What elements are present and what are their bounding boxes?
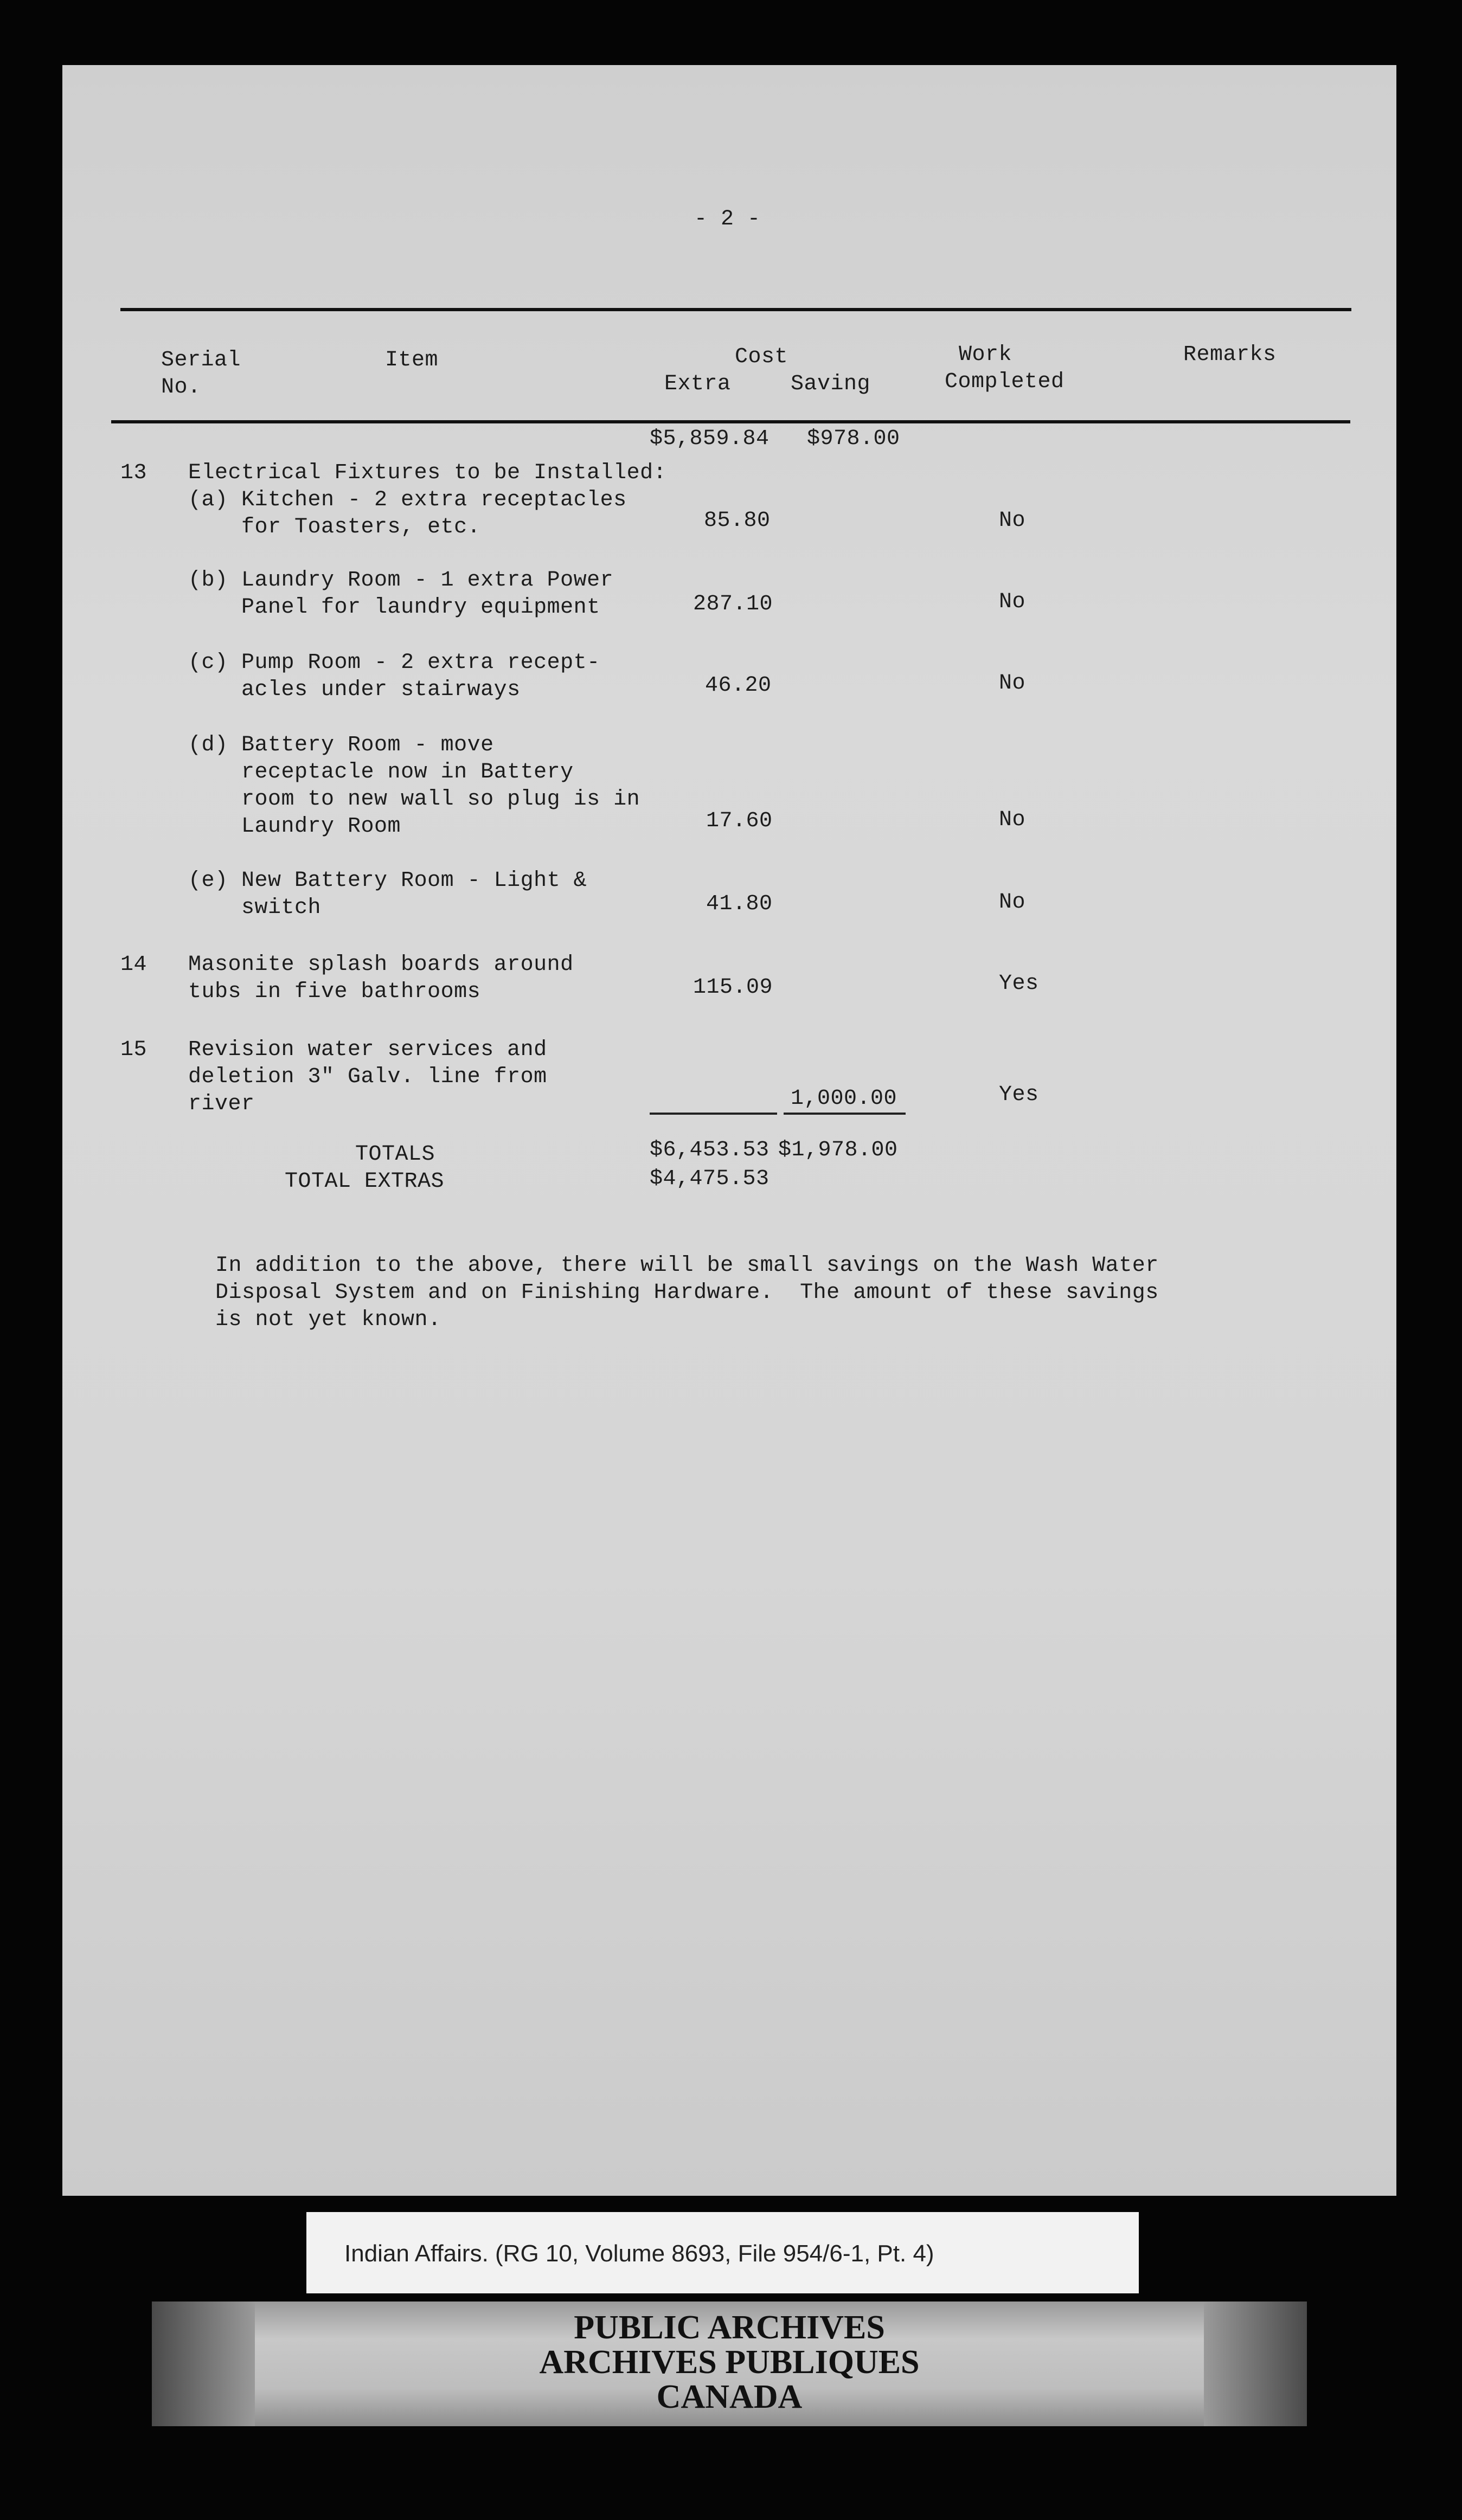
extra-subtotal-underline [650, 1113, 777, 1115]
item-d-line-4: Laundry Room [188, 814, 401, 839]
serial-13: 13 [120, 461, 148, 485]
row-15-line-3: river [188, 1092, 255, 1116]
item-e-completed: No [999, 890, 1026, 915]
item-b-line-2: Panel for laundry equipment [188, 595, 600, 620]
header-item: Item [385, 348, 439, 372]
carried-forward-saving: $978.00 [807, 427, 900, 451]
header-work: Work [959, 343, 1012, 367]
row-15-line-1: Revision water services and [188, 1038, 547, 1062]
item-c-line-1: (c) Pump Room - 2 extra recept- [188, 651, 600, 675]
item-a-line-2: for Toasters, etc. [188, 515, 481, 539]
item-a-completed: No [999, 509, 1026, 533]
archive-label-strip [152, 2302, 1307, 2426]
item-c-line-2: acles under stairways [188, 678, 521, 702]
item-d-line-1: (d) Battery Room - move [188, 733, 494, 757]
totals-saving: $1,978.00 [778, 1138, 898, 1162]
row-15-completed: Yes [999, 1083, 1039, 1107]
row-15-line-2: deletion 3" Galv. line from [188, 1065, 547, 1089]
item-a-extra: 85.80 [704, 509, 771, 533]
item-d-line-3: room to new wall so plug is in [188, 787, 640, 812]
carried-forward-extra: $5,859.84 [650, 427, 770, 451]
totals-extra: $6,453.53 [650, 1138, 770, 1162]
item-c-extra: 46.20 [705, 673, 772, 698]
row-15-saving: 1,000.00 [791, 1087, 897, 1111]
saving-subtotal-underline [784, 1113, 906, 1115]
total-extras-value: $4,475.53 [650, 1167, 770, 1191]
serial-14: 14 [120, 953, 148, 977]
row-14-completed: Yes [999, 972, 1039, 996]
item-c-completed: No [999, 671, 1026, 696]
header-no: No. [161, 375, 201, 400]
row-14-line-2: tubs in five bathrooms [188, 980, 481, 1004]
page-number: - 2 - [694, 207, 761, 232]
item-d-extra: 17.60 [706, 809, 773, 833]
header-bottom-rule [111, 420, 1350, 423]
row-14-line-1: Masonite splash boards around [188, 953, 574, 977]
item-d-completed: No [999, 808, 1026, 832]
row-14-extra: 115.09 [693, 975, 773, 1000]
serial-15: 15 [120, 1038, 148, 1062]
total-extras-label: TOTAL EXTRAS [285, 1169, 445, 1194]
note-line-1: In addition to the above, there will be small savings on the Wash Water [215, 1253, 1159, 1278]
header-extra: Extra [664, 372, 731, 396]
row-13-title: Electrical Fixtures to be Installed: [188, 461, 667, 485]
header-cost: Cost [735, 345, 788, 369]
item-b-line-1: (b) Laundry Room - 1 extra Power [188, 568, 614, 593]
header-completed: Completed [945, 370, 1065, 394]
item-e-line-2: switch [188, 896, 322, 920]
item-e-extra: 41.80 [706, 892, 773, 916]
header-remarks: Remarks [1183, 343, 1277, 367]
totals-label: TOTALS [355, 1142, 435, 1167]
archive-label-line-1: PUBLIC ARCHIVES [574, 2309, 885, 2346]
header-top-rule [120, 308, 1351, 311]
archive-label-line-2: ARCHIVES PUBLIQUES [539, 2344, 920, 2381]
item-a-line-1: (a) Kitchen - 2 extra receptacles [188, 488, 627, 512]
item-e-line-1: (e) New Battery Room - Light & [188, 869, 587, 893]
note-line-3: is not yet known. [215, 1308, 441, 1332]
header-serial: Serial [161, 348, 241, 372]
item-b-extra: 287.10 [693, 592, 773, 616]
archive-reference-caption [306, 2212, 1139, 2293]
item-b-completed: No [999, 590, 1026, 614]
note-line-2: Disposal System and on Finishing Hardware. The amount of these savings [215, 1281, 1159, 1305]
header-saving: Saving [791, 372, 871, 396]
archive-label-line-3: CANADA [656, 2378, 803, 2415]
caption-text: Indian Affairs. (RG 10, Volume 8693, File 954/6-1, Pt. 4) [344, 2240, 934, 2267]
item-d-line-2: receptacle now in Battery [188, 760, 574, 785]
